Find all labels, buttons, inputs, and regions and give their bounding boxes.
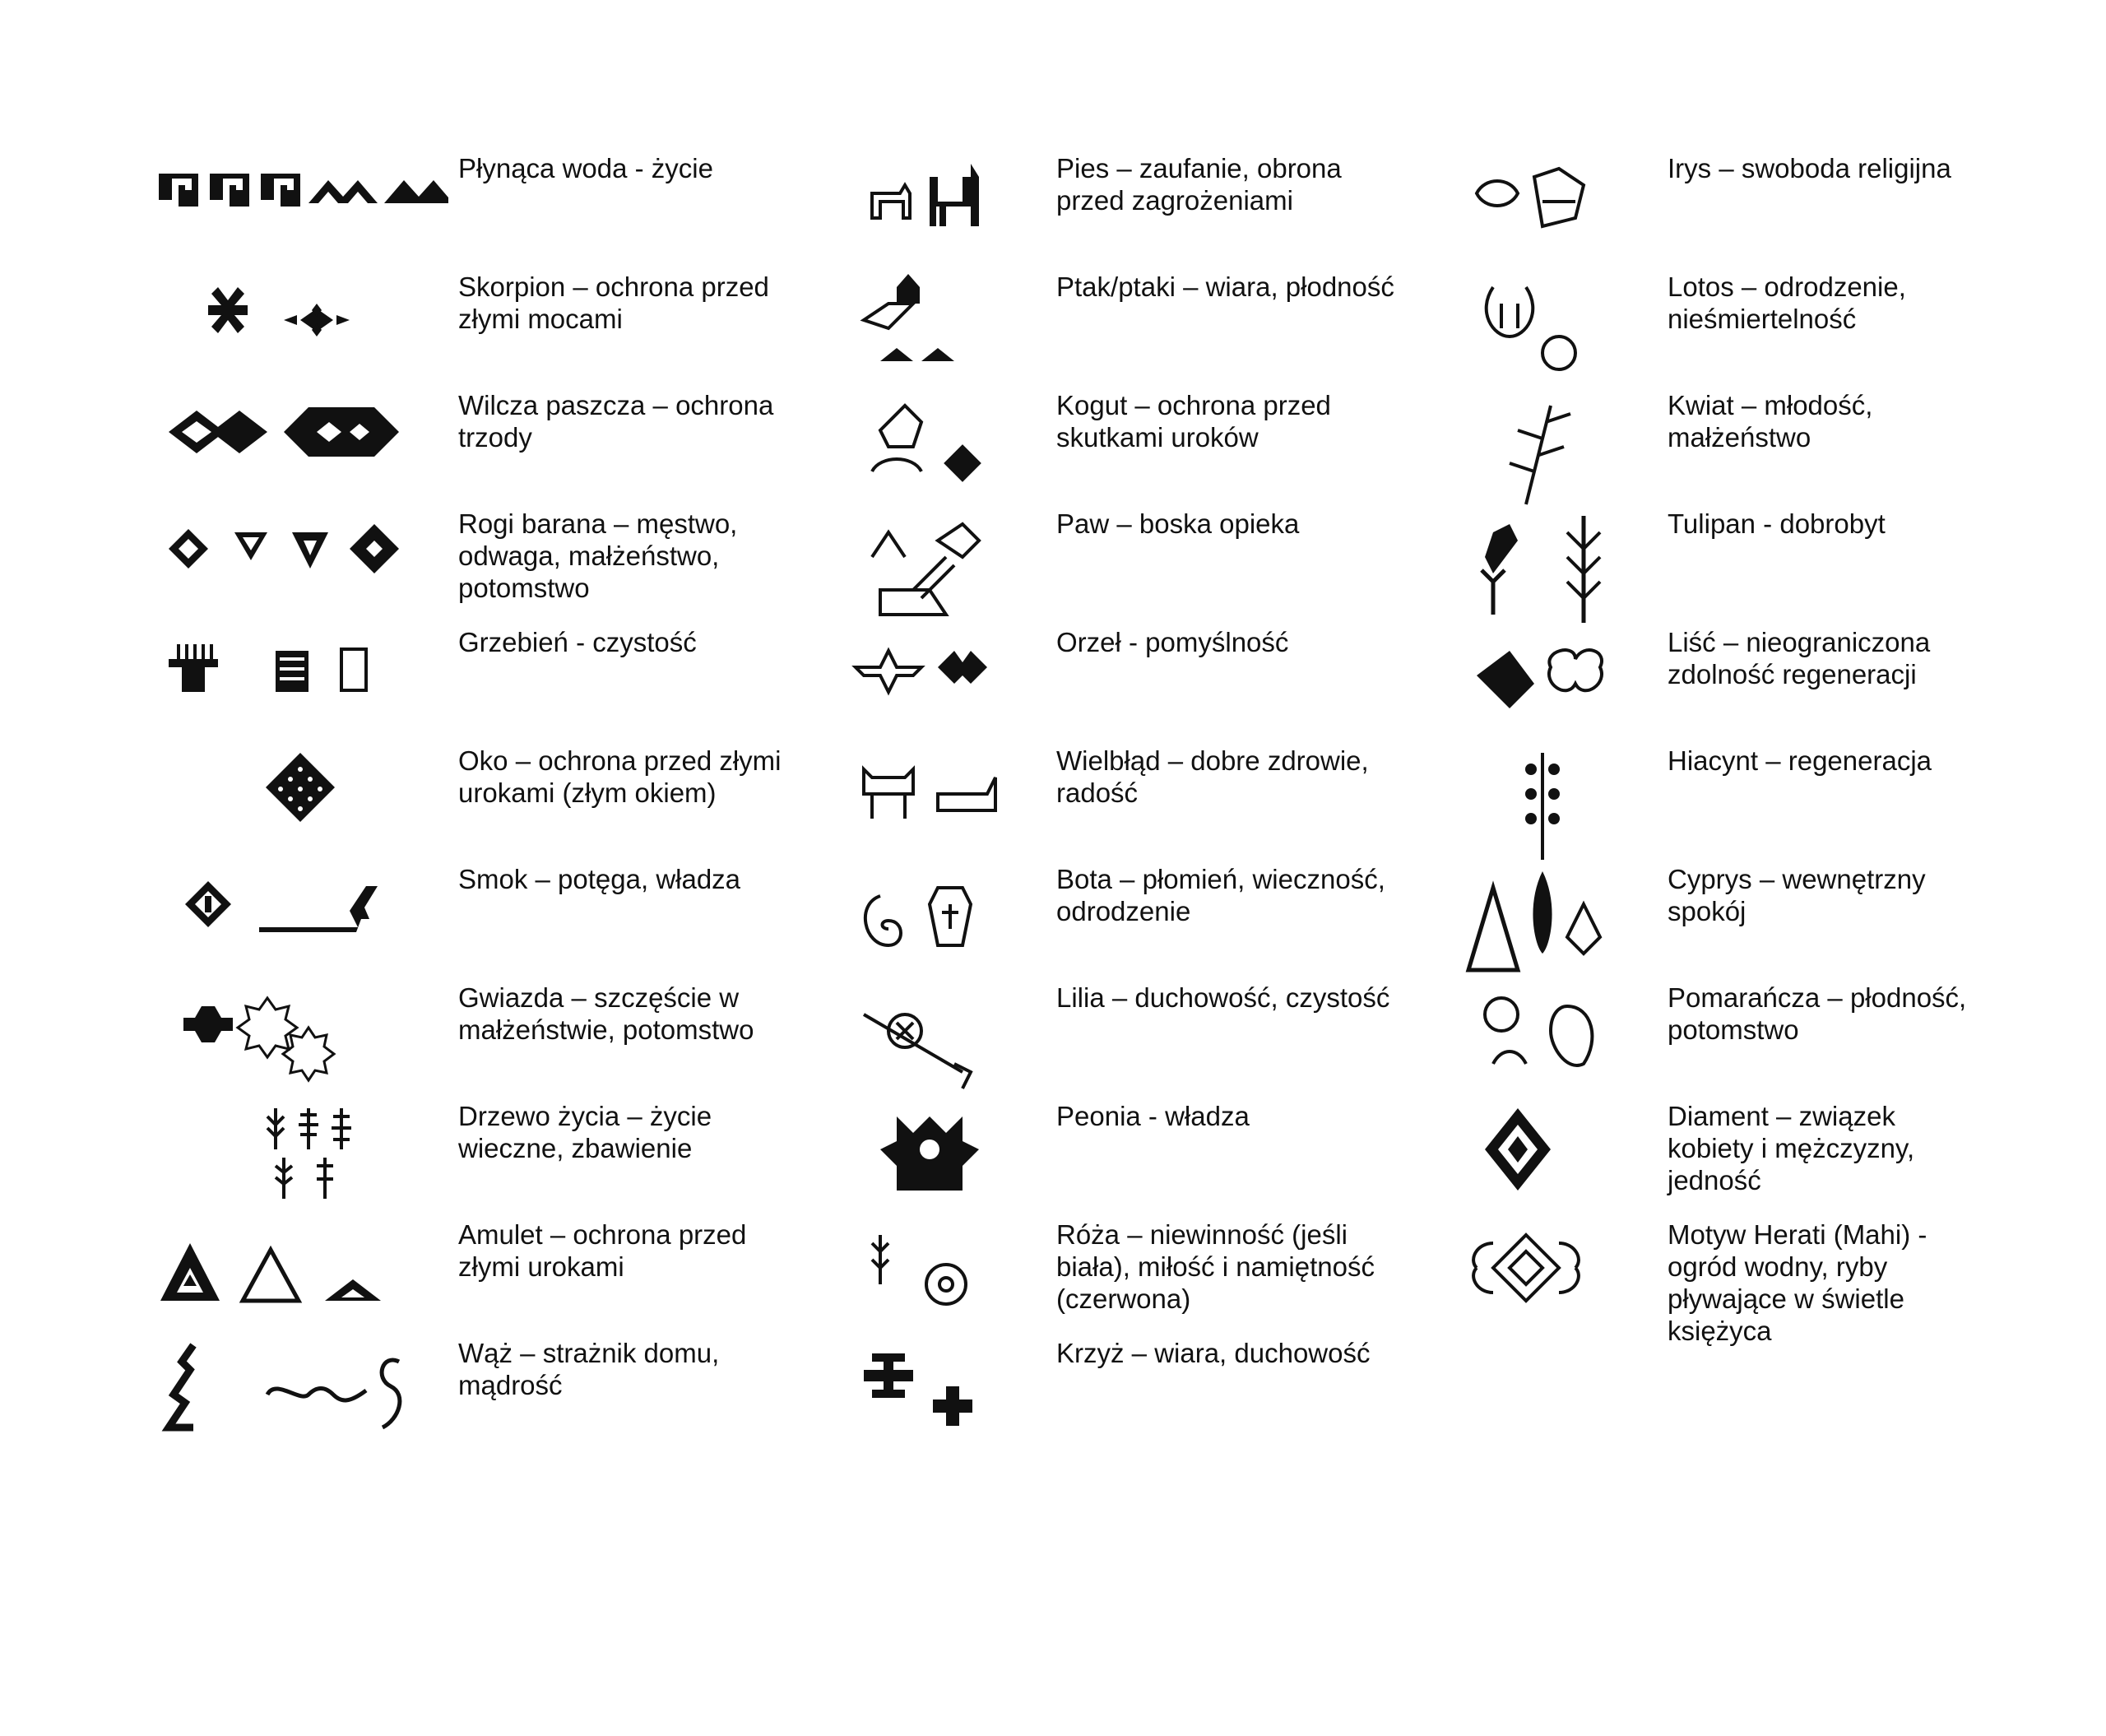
leaf-icon [1460, 626, 1625, 745]
camel-icon [847, 745, 1012, 863]
symbol-label: Bota – płomień, wieczność, odrodzenie [1056, 864, 1385, 926]
rose-icon [847, 1218, 1012, 1337]
symbol-label: Motyw Herati (Mahi) - ogród wodny, ryby pływające w świetle księżyca [1668, 1219, 1927, 1346]
cross-icon [847, 1337, 1012, 1455]
symbol-label: Płynąca woda - życie [458, 153, 713, 183]
symbol-entry [1460, 271, 2090, 389]
bird-icon [847, 271, 1012, 389]
comb-icon [152, 626, 448, 745]
symbol-label: Gwiazda – szczęście w małżeństwie, potomstwo [458, 982, 754, 1045]
symbol-entry [1460, 863, 2090, 982]
boteh-icon [847, 863, 1012, 982]
symbol-label: Cyprys – wewnętrzny spokój [1668, 864, 1926, 926]
herati-icon [1460, 1218, 1625, 1337]
symbol-label: Pomarańcza – płodność, potomstwo [1668, 982, 1967, 1045]
symbol-label: Orzeł - pomyślność [1056, 627, 1289, 657]
lily-icon [847, 982, 1012, 1100]
symbol-label: Diament – związek kobiety i mężczyzny, jedność [1668, 1101, 1915, 1195]
flowing-water-icon [152, 152, 448, 271]
symbol-label: Ptak/ptaki – wiara, płodność [1056, 272, 1394, 302]
dragon-icon [152, 863, 448, 982]
ram-horns-icon [152, 508, 448, 626]
symbol-entry [1460, 626, 2090, 745]
symbol-entry [1460, 1100, 2090, 1218]
symbol-entry [1460, 745, 2090, 863]
symbol-label: Kogut – ochrona przed skutkami uroków [1056, 390, 1331, 453]
symbol-label: Peonia - władza [1056, 1101, 1250, 1131]
iris-icon [1460, 152, 1625, 271]
lotus-icon [1460, 271, 1625, 389]
eye-icon [152, 745, 448, 863]
symbol-label: Kwiat – młodość, małżeństwo [1668, 390, 1873, 453]
eagle-icon [847, 626, 1012, 745]
symbol-label: Oko – ochrona przed złymi urokami (złym okiem) [458, 745, 782, 808]
symbol-label: Smok – potęga, władza [458, 864, 741, 894]
cypress-icon [1460, 863, 1625, 982]
symbol-label: Rogi barana – męstwo, odwaga, małżeństwo, potomstwo [458, 508, 738, 603]
symbol-label: Pies – zaufanie, obrona przed zagrożeniami [1056, 153, 1342, 216]
symbol-entry [1460, 982, 2090, 1100]
symbol-label: Tulipan - dobrobyt [1668, 508, 1886, 539]
symbol-entry [1460, 152, 2090, 271]
symbol-label: Drzewo życia – życie wieczne, zbawienie [458, 1101, 712, 1163]
peacock-icon [847, 508, 1012, 626]
orange-icon [1460, 982, 1625, 1100]
symbol-label: Liść – nieograniczona zdolność regeneracji [1668, 627, 1931, 689]
symbol-label: Hiacynt – regeneracja [1668, 745, 1932, 776]
symbol-label: Róża – niewinność (jeśli biała), miłość i namiętność (czerwona) [1056, 1219, 1375, 1314]
symbol-label: Lotos – odrodzenie, nieśmiertelność [1668, 272, 1906, 334]
symbol-label: Wilcza paszcza – ochrona trzody [458, 390, 774, 453]
symbol-entry [847, 1337, 2090, 1455]
symbol-label: Skorpion – ochrona przed złymi mocami [458, 272, 769, 334]
symbol-entry [1460, 508, 2090, 626]
symbol-label: Lilia – duchowość, czystość [1056, 982, 1390, 1013]
symbol-label: Wielbłąd – dobre zdrowie, radość [1056, 745, 1369, 808]
tulip-icon [1460, 508, 1625, 626]
symbol-label: Amulet – ochrona przed złymi urokami [458, 1219, 747, 1282]
symbol-entry [1460, 1218, 2090, 1346]
symbol-label: Krzyż – wiara, duchowość [1056, 1338, 1371, 1368]
amulet-icon [152, 1218, 448, 1337]
symbol-label: Paw – boska opieka [1056, 508, 1300, 539]
symbol-label: Wąż – strażnik domu, mądrość [458, 1338, 720, 1400]
wolf-mouth-icon [152, 389, 448, 508]
hyacinth-icon [1460, 745, 1625, 863]
flower-icon [1460, 389, 1625, 508]
symbol-label: Irys – swoboda religijna [1668, 153, 1951, 183]
peony-icon [847, 1100, 1012, 1218]
diamond-icon [1460, 1100, 1625, 1218]
star-icon [152, 982, 448, 1100]
scorpion-icon [152, 271, 448, 389]
tree-of-life-icon [152, 1100, 448, 1218]
snake-icon [152, 1337, 448, 1455]
symbol-entry [1460, 389, 2090, 508]
symbol-label: Grzebień - czystość [458, 627, 697, 657]
dog-icon [847, 152, 1012, 271]
rooster-icon [847, 389, 1012, 508]
